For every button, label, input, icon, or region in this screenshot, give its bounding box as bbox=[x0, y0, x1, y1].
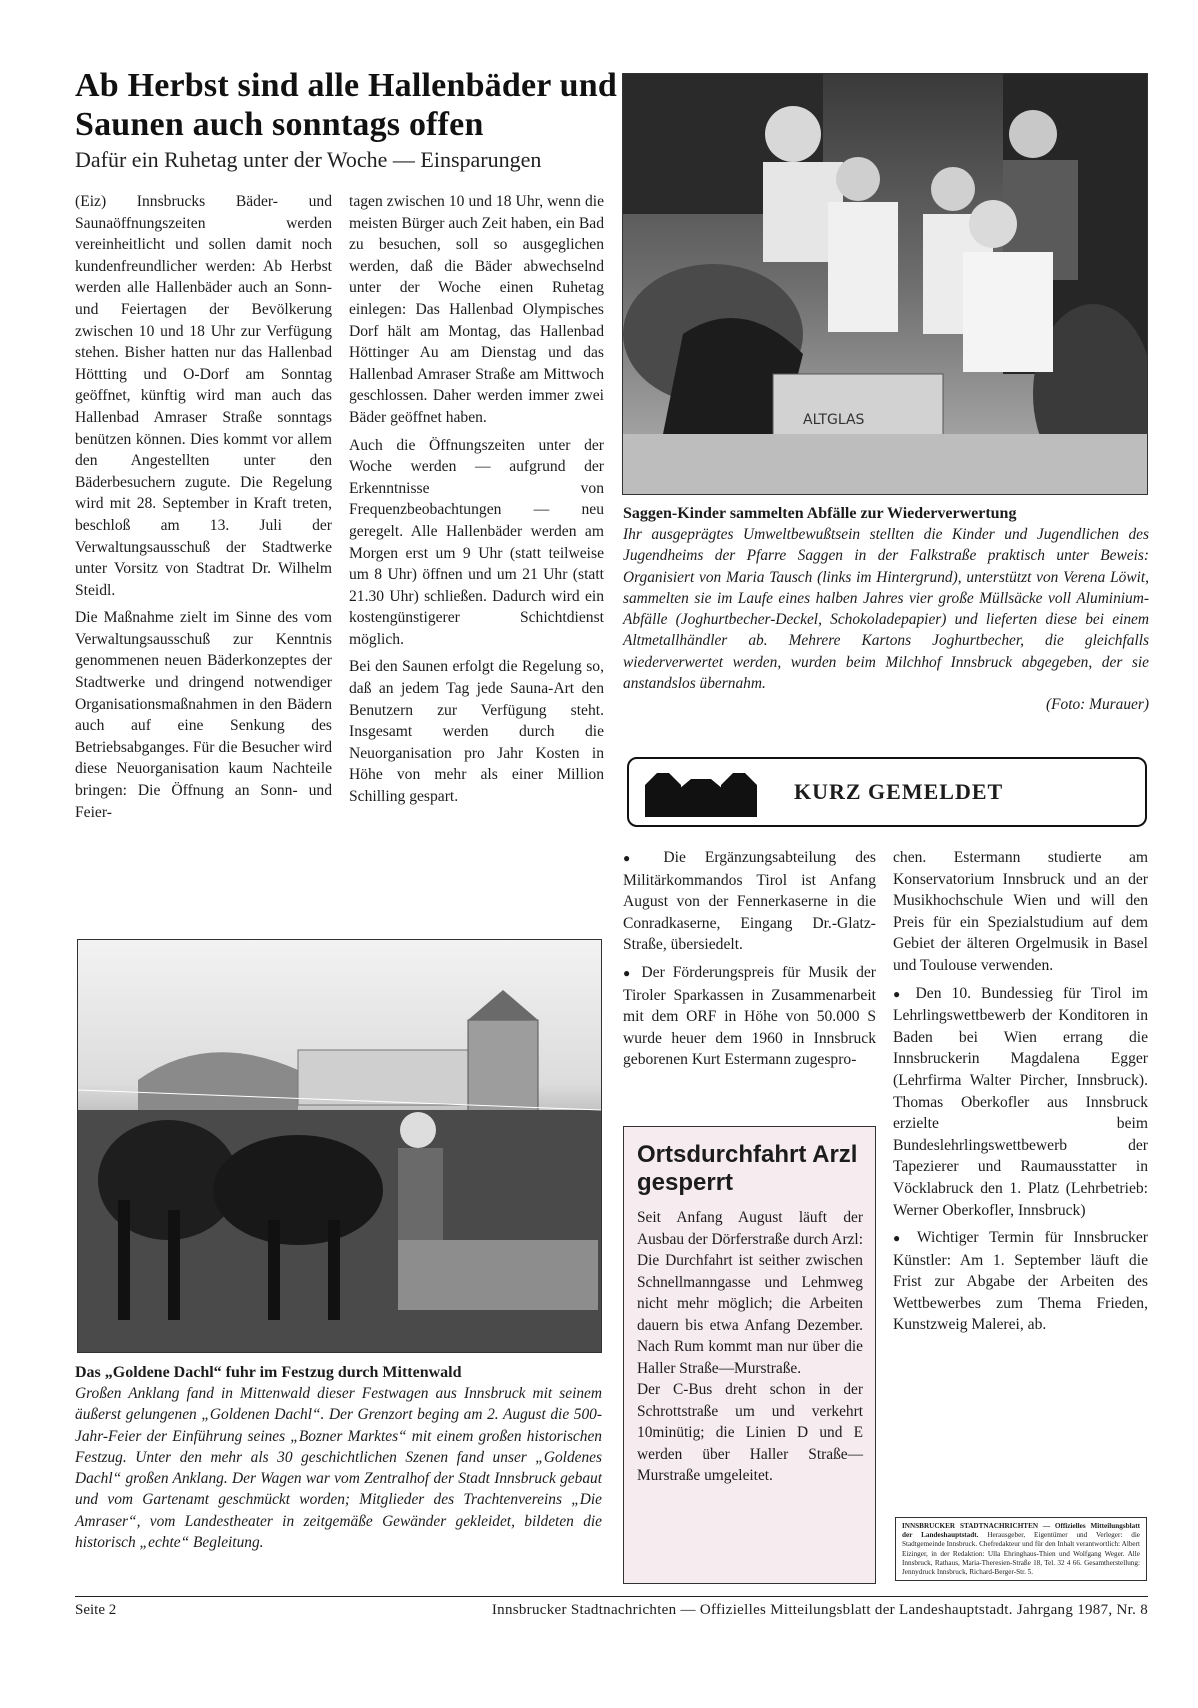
news-item: ● Wichtiger Termin für Innsbrucker Künstler: Am 1. September läuft die Frist zur Abgabe der Arbeiten des Wettbewerbes zum Thema Frieden, Kunstzweig Malerei, ab. bbox=[893, 1227, 1148, 1336]
ortsdurchfahrt-paragraph: Der C-Bus dreht schon in der Schrottstraße um und verkehrt 10minütig; die Linien D und E werden über Haller Straße—Murstraße umgeleitet. bbox=[637, 1381, 863, 1484]
article-headline: Ab Herbst sind alle Hallenbäder und Saunen auch sonntags offen bbox=[75, 67, 617, 143]
ortsdurchfahrt-paragraph: Seit Anfang August läuft der Ausbau der Dörferstraße durch Arzl: Die Durchfahrt ist seither zwischen Schnellmanngasse und Lehmweg nicht mehr möglich; die Arbeiten dauern bis etwa Anfang Dezember. Nach Rum kommt man nur über die Haller Straße—Murstraße. bbox=[637, 1209, 863, 1377]
photo-goldenes-dachl-image bbox=[78, 940, 601, 1352]
caption-title: Saggen-Kinder sammelten Abfälle zur Wiederverwertung bbox=[623, 505, 1017, 522]
news-item: chen. Estermann studierte am Konservatorium Innsbruck und an der Musikhochschule Wien und will den Preis für ein Spezialstudium auf dem Gebiet der älteren Orgelmusik in Basel und Toulouse verwenden. bbox=[893, 849, 1148, 974]
article-paragraph: tagen zwischen 10 und 18 Uhr, wenn die meisten Bürger auch Zeit haben, ein Bad zu besuchen, soll so ausgeglichen werden, daß die Bäder abwechselnd unter der Woche einen Ruhetag einlegen: Das Hallenbad Olympisches Dorf hält am Montag, das Hallenbad Höttinger Au am Dienstag und das Hallenbad Amraser Straße am Mittwoch geschlossen. Daher werden immer zwei Bäder geöffnet haben. bbox=[349, 193, 604, 426]
box-label: ALTGLAS bbox=[803, 412, 865, 428]
photo-credit: (Foto: Murauer) bbox=[1045, 696, 1149, 714]
publication-footer: Innsbrucker Stadtnachrichten — Offizielles Mitteilungsblatt der Landeshauptstadt. Jahrgang 1987, Nr. 8 bbox=[491, 1602, 1148, 1618]
article-column-2 bbox=[349, 191, 604, 814]
impressum-text: Herausgeber, Eigentümer und Verleger: die Stadtgemeinde Innsbruck. Chefredakteur und für den Inhalt verantwortlich: Albert Eizinger, in der Redaktion: Ulla Ehringhaus-Thien und Wolfgang Weger. Alle Innsbruck, Rathaus, Maria-Theresien-Straße 18, Tel. 32 4 66. Gesamtherstellung: Jennydruck Innsbruck, Richard-Berger-Str. 5. bbox=[902, 1531, 1140, 1577]
photo-children-recycling bbox=[622, 73, 1148, 495]
article-paragraph: (Eiz) Innsbrucks Bäder- und Saunaöffnungszeiten werden vereinheitlicht und sollen damit noch kundenfreundlicher werden: Ab Herbst werden alle Hallenbäder auch an Sonn- und Feiertagen der Bevölkerung zwischen 10 und 18 Uhr zur Verfügung stehen. Bisher hatten nur das Hallenbad Höttting und O-Dorf am Sonntag geöffnet, künftig wird man auch das Hallenbad Amraser Straße sonntags benützen können. Dies kommt vor allem den Angestellten unter den Bäderbesuchern zugute. Die Regelung wird mit 28. September in Kraft treten, beschloß am 13. Juli der Verwaltungsausschuß der Stadtwerke unter Vorsitz von Stadtrat Dr. Wilhelm Steidl. bbox=[75, 193, 332, 599]
article-paragraph: Bei den Saunen erfolgt die Regelung so, daß an jedem Tag jede Sauna-Art den Benutzern zur Verfügung steht. Insgesamt werden durch die Neuorganisation pro Jahr Kosten in Höhe von mehr als einer Million Schilling gespart. bbox=[349, 658, 604, 806]
ortsdurchfahrt-title: Ortsdurchfahrt Arzl gesperrt bbox=[637, 1141, 858, 1196]
caption-text: Ihr ausgeprägtes Umweltbewußtsein stellten die Kinder und Jugendlichen des Jugendheims der Pfarre Saggen in der Falkstraße praktisch unter Beweis: Organisiert von Maria Tausch (links im Hintergrund), unterstützt von Verena Löwit, sammelten sie im Laufe eines halben Jahres vier große Müllsäcke voll Aluminium-Abfälle (Joghurtbecher-Deckel, Schokoladepapier) und lieferten diese bei einem Altmetallhändler ab. Mehrere Kartons Joghurtbecher, die gleichfalls wiederverwertet werden, wurden beim Milchhof Innsbruck abgegeben, der sie anstandslos übernahm. bbox=[623, 526, 1149, 693]
photo-goldenes-dachl bbox=[77, 939, 602, 1353]
photo-children-recycling-image bbox=[623, 74, 1147, 494]
article-paragraph: Die Maßnahme zielt im Sinne des vom Verwaltungsausschuß zur Kenntnis genommenen neuen Bäderkonzeptes der Stadtwerke und dringend notwendiger Organisationsmaßnahmen in den Bädern auch auf eine Senkung des Betriebsabganges. Für die Besucher wird diese Neuorganisation kaum Nachteile bringen: Die Öffnung an Sonn- und Feier- bbox=[75, 609, 332, 821]
kurz-gemeldet-title: KURZ GEMELDET bbox=[794, 779, 1004, 804]
photo-caption-bottom bbox=[75, 1363, 602, 1553]
impressum-box bbox=[895, 1517, 1147, 1581]
article-paragraph: Auch die Öffnungszeiten unter der Woche werden — aufgrund der Erkenntnisse von Frequenzbeobachtungen — neu geregelt. Alle Hallenbäder werden am Morgen erst um 9 Uhr (statt teilweise um 8 Uhr) öffnen und um 21 Uhr (statt 21.30 Uhr) schließen. Dadurch wird ein kostengünstigerer Schichtdienst möglich. bbox=[349, 436, 604, 648]
article-column-1 bbox=[75, 191, 332, 829]
building-icon bbox=[643, 767, 759, 817]
ortsdurchfahrt-body bbox=[637, 1207, 863, 1487]
caption-body bbox=[623, 524, 1149, 716]
article-subheadline: Dafür ein Ruhetag unter der Woche — Einsparungen bbox=[75, 147, 542, 172]
kurz-column-left bbox=[623, 847, 876, 1077]
impressum-lead: INNSBRUCKER STADTNACHRICHTEN — Offizielles Mitteilungsblatt der Landeshauptstadt. bbox=[902, 1522, 1140, 1540]
news-item: ● Die Ergänzungsabteilung des Militärkommandos Tirol ist Anfang August von der Fennerkaserne in die Conradkaserne, Eingang Dr.-Glatz-Straße, übersiedelt. bbox=[623, 847, 876, 956]
kurz-column-right bbox=[893, 847, 1148, 1342]
footer-rule bbox=[75, 1596, 1148, 1597]
ortsdurchfahrt-box bbox=[623, 1126, 876, 1584]
kurz-gemeldet-header bbox=[627, 757, 1147, 827]
caption-body: Großen Anklang fand in Mittenwald dieser Festwagen aus Innsbruck mit seinem äußerst gelungenen „Goldenen Dachl“. Der Grenzort beging am 2. August die 500-Jahr-Feier der Einführung seines „Bozner Marktes“ mit einem großen historischen Festzug. Unter den mehr als 30 geschichtlichen Szenen fand unser „Goldenes Dachl“ großen Anklang. Der Wagen war vom Zentralhof der Stadt Innsbruck gebaut und vom Gartenamt geschmückt worden; Mitglieder des Trachtenvereins „Die Amraser“, vom Landestheater in zeitgemäße Gewänder gekleidet, bildeten die historisch „echte“ Begleitung. bbox=[75, 1385, 602, 1552]
news-item: ● Den 10. Bundessieg für Tirol im Lehrlingswettbewerb der Konditoren in Baden bei Wien errang die Innsbruckerin Magdalena Egger (Lehrfirma Walter Pircher, Innsbruck). Thomas Oberkofler aus Innsbruck erzielte beim Bundeslehrlingswettbewerb der Tapezierer und Raumausstatter in Vöcklabruck den 1. Platz (Lehrbetrieb: Werner Oberkofler, Innsbruck) bbox=[893, 983, 1148, 1222]
page-number: Seite 2 bbox=[75, 1602, 117, 1618]
photo-caption-top bbox=[623, 504, 1149, 716]
news-item: ● Der Förderungspreis für Musik der Tiroler Sparkassen in Zusammenarbeit mit dem ORF in Höhe von 50.000 S wurde heuer dem 1960 in Innsbruck geborenen Kurt Estermann zugespro- bbox=[623, 962, 876, 1071]
caption-title: Das „Goldene Dachl“ fuhr im Festzug durch Mittenwald bbox=[75, 1364, 462, 1381]
